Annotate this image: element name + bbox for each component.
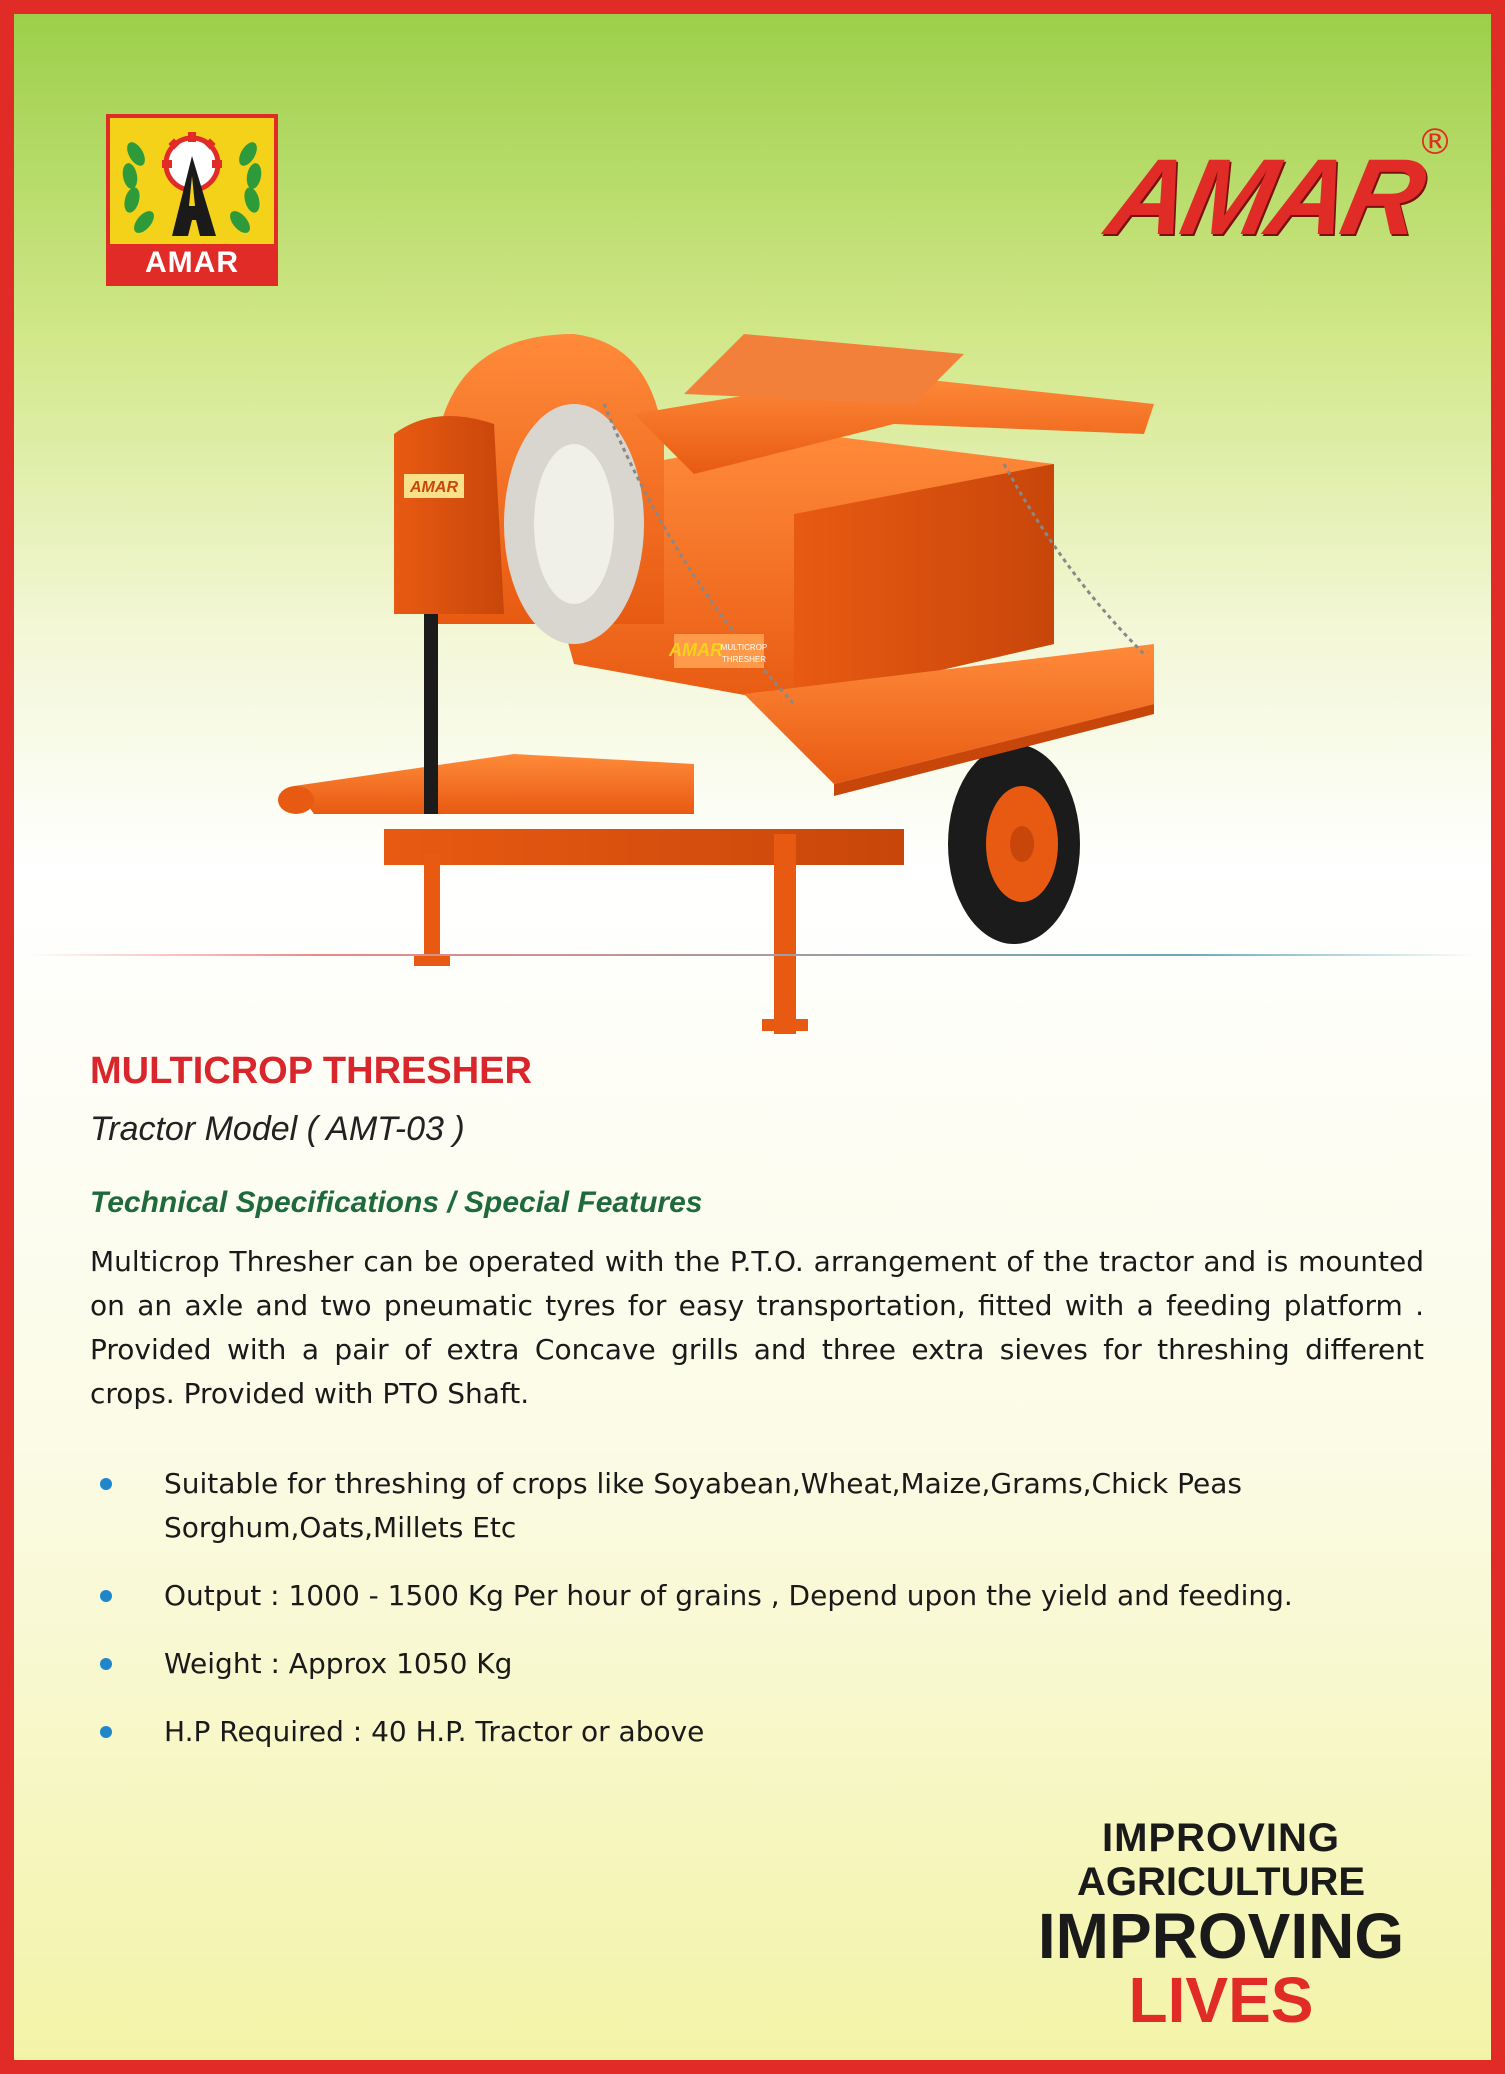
- wreath-gear-icon: [110, 118, 274, 248]
- machine-plate-line2: THRESHER: [721, 655, 767, 664]
- feature-item: [90, 1642, 1410, 1686]
- section-divider: [28, 954, 1477, 956]
- product-title: MULTICROP THRESHER: [90, 1050, 532, 1092]
- tagline-line1: IMPROVING: [1102, 1816, 1340, 1860]
- specs-heading: Technical Specifications / Special Features: [90, 1186, 703, 1219]
- product-model: Tractor Model ( AMT-03 ): [90, 1110, 465, 1148]
- feature-text: H.P Required : 40 H.P. Tractor or above: [164, 1715, 705, 1748]
- machine-plate-brand: AMAR: [669, 640, 723, 660]
- thresher-machine-image: [274, 314, 1204, 1034]
- feature-item: [90, 1710, 1410, 1754]
- bullet-icon: [100, 1658, 112, 1670]
- bullet-icon: [100, 1478, 112, 1490]
- feature-text: Output : 1000 - 1500 Kg Per hour of grains , Depend upon the yield and feeding.: [164, 1579, 1293, 1612]
- brand-wordmark: [1098, 122, 1453, 259]
- registered-mark: ®: [1417, 122, 1453, 163]
- tagline-line3: IMPROVING: [1037, 1900, 1405, 1972]
- feature-item: [90, 1462, 1410, 1550]
- brand-name: AMAR: [1098, 136, 1432, 257]
- tagline-line4: LIVES: [1128, 1964, 1314, 2036]
- logo-label: AMAR: [110, 244, 274, 282]
- machine-plate-line1: MULTICROP: [720, 643, 768, 652]
- machine-badge: AMAR: [410, 479, 458, 496]
- feature-item: [90, 1574, 1410, 1618]
- features-list: [90, 1462, 1410, 1778]
- feature-text: Weight : Approx 1050 Kg: [164, 1647, 513, 1680]
- bullet-icon: [100, 1726, 112, 1738]
- bullet-icon: [100, 1590, 112, 1602]
- specs-description: Multicrop Thresher can be operated with the P.T.O. arrangement of the tractor and is mounted on an axle and two pneumatic tyres for easy transportation, fitted with a feeding platform . Provided with a pair of extra Concave grills and three extra sieves for threshing different crops. Provided with PTO Shaft.: [90, 1245, 1424, 1410]
- amar-logo: [106, 114, 278, 286]
- tagline-line2: AGRICULTURE: [1076, 1860, 1366, 1904]
- feature-text: Suitable for threshing of crops like Soyabean,Wheat,Maize,Grams,Chick Peas Sorghum,Oats,Millets Etc: [164, 1467, 1242, 1544]
- tagline: [1011, 1816, 1431, 2036]
